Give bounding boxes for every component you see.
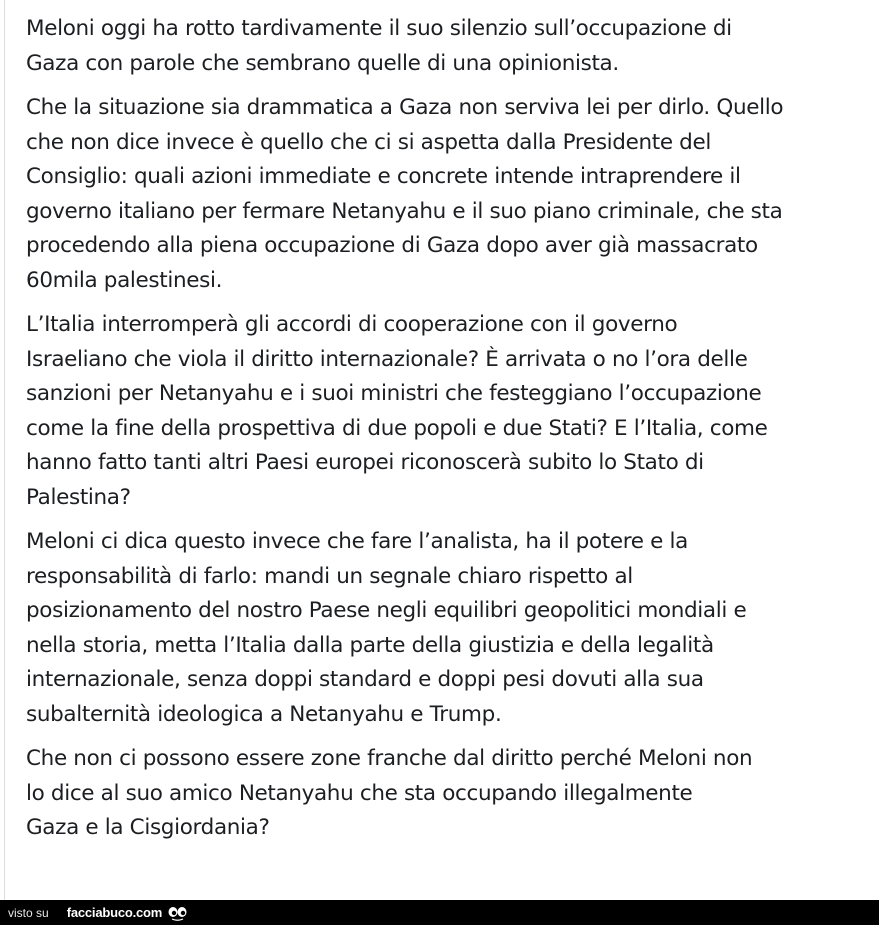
post-text [26, 12, 872, 856]
post-paragraph-5: Che non ci possono essere zone franche dal diritto perché Meloni non lo dice al suo amico Netanyahu che sta occupando illegalmente Gaza e la Cisgiordania? [26, 746, 753, 840]
post-paragraph-2: Che la situazione sia drammatica a Gaza non serviva lei per dirlo. Quello che non dice invece è quello che ci si aspetta dalla Presidente del Consiglio: quali azioni immediate e concrete intende intraprendere il governo italiano per fermare Netanyahu e il suo piano criminale, che sta procedendo alla piena occupazione di Gaza dopo aver già massacrato 60mila palestinesi. [26, 95, 784, 293]
post-paragraph-4: Meloni ci dica questo invece che fare l’analista, ha il potere e la responsabilità di farlo: mandi un segnale chiaro rispetto al posizionamento del nostro Paese negli equilibri geopolitici mondiali e nella storia, metta l’Italia dalla parte della giustizia e della legalità internazionale, senza doppi standard e doppi pesi dovuti alla sua subalternità ideologica a Netanyahu e Trump. [26, 529, 747, 727]
watermark-footer [0, 900, 879, 925]
footer-prefix: visto su [8, 905, 49, 920]
left-divider [4, 0, 5, 900]
eyes-icon [167, 905, 189, 921]
post-paragraph-1: Meloni oggi ha rotto tardivamente il suo silenzio sull’occupazione di Gaza con parole che sembrano quelle di una opinionista. [26, 16, 732, 76]
post-paragraph-3: L’Italia interromperà gli accordi di cooperazione con il governo Israeliano che viola il diritto internazionale? È arrivata o no l’ora delle sanzioni per Netanyahu e i suoi ministri che festeggiano l’occupazione come la fine della prospettiva di due popoli e due Stati? E l’Italia, come hanno fatto tanti altri Paesi europei riconoscerà subito lo Stato di Palestina? [26, 312, 768, 510]
footer-site-link[interactable]: facciabuco.com [66, 905, 163, 920]
